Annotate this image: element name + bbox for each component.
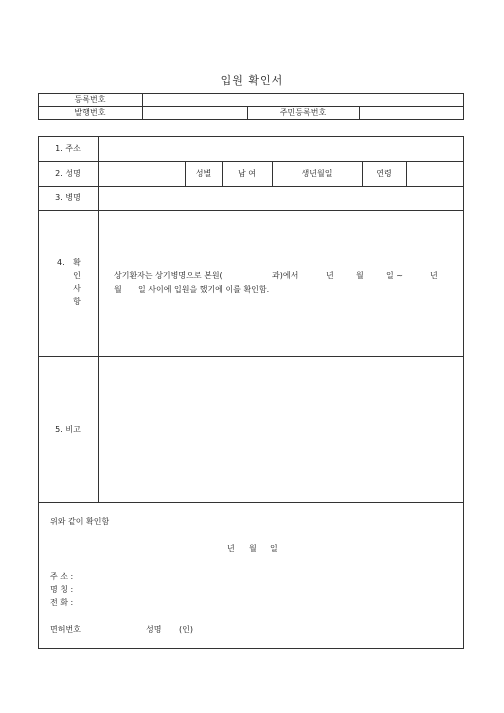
- footer-org-label: 명 칭 :: [50, 585, 74, 594]
- confirm-text-part: 상기환자는 상기병명으로 본원(: [114, 271, 223, 280]
- confirm-label-char: 사: [73, 284, 81, 293]
- confirm-text-part: 일 ~: [386, 271, 403, 280]
- confirm-text-part: 월: [356, 271, 364, 280]
- header-col-divider: [359, 106, 360, 120]
- confirm-text-part: 일 사이에 입원을 했기에 이를 확인함.: [138, 285, 270, 294]
- name-label: 2. 성명: [55, 169, 81, 178]
- birth-label: 생년월일: [301, 169, 333, 178]
- disease-label: 3. 병명: [55, 193, 81, 202]
- date-day-label: 일: [270, 544, 278, 553]
- name-row-divider: [406, 161, 407, 186]
- confirm-statement: 위와 같이 확인함: [50, 517, 110, 526]
- resident-no-label: 주민등록번호: [279, 108, 327, 117]
- confirm-label-char: 확: [73, 258, 81, 267]
- confirm-label-number: 4.: [57, 258, 65, 267]
- signer-label: 성명: [146, 625, 162, 634]
- confirm-label-char: 인: [73, 271, 81, 280]
- license-label: 면허번호: [50, 625, 81, 634]
- document-title: 입원 확인서: [220, 74, 284, 87]
- gender-label: 성별: [195, 169, 212, 178]
- address-label: 1. 주소: [55, 144, 81, 153]
- remarks-label: 5. 비고: [55, 425, 81, 434]
- footer-address-label: 주 소 :: [50, 572, 74, 581]
- issue-no-label: 발행번호: [74, 108, 106, 117]
- date-year-label: 년: [227, 544, 235, 553]
- row-divider: [38, 356, 464, 357]
- footer-phone-label: 전 화 :: [50, 598, 74, 607]
- confirm-text-part: 년: [430, 271, 438, 280]
- row-divider: [38, 186, 464, 187]
- main-form-table: [38, 136, 464, 649]
- row-divider: [38, 210, 464, 211]
- confirm-text-part: 월: [114, 285, 122, 294]
- reg-no-label: 등록번호: [74, 95, 106, 104]
- header-row-divider: [38, 106, 464, 107]
- row-divider: [38, 502, 464, 503]
- header-col-divider: [142, 93, 143, 120]
- confirm-text-part: 과)에서: [272, 271, 299, 280]
- gender-options: 남 여: [238, 169, 256, 178]
- row-divider: [38, 161, 464, 162]
- age-label: 연령: [376, 169, 392, 178]
- date-month-label: 월: [249, 544, 257, 553]
- confirm-text-part: 년: [326, 271, 334, 280]
- seal-label: (인): [179, 625, 193, 634]
- label-col-divider: [98, 136, 99, 502]
- confirm-label-char: 항: [73, 297, 81, 306]
